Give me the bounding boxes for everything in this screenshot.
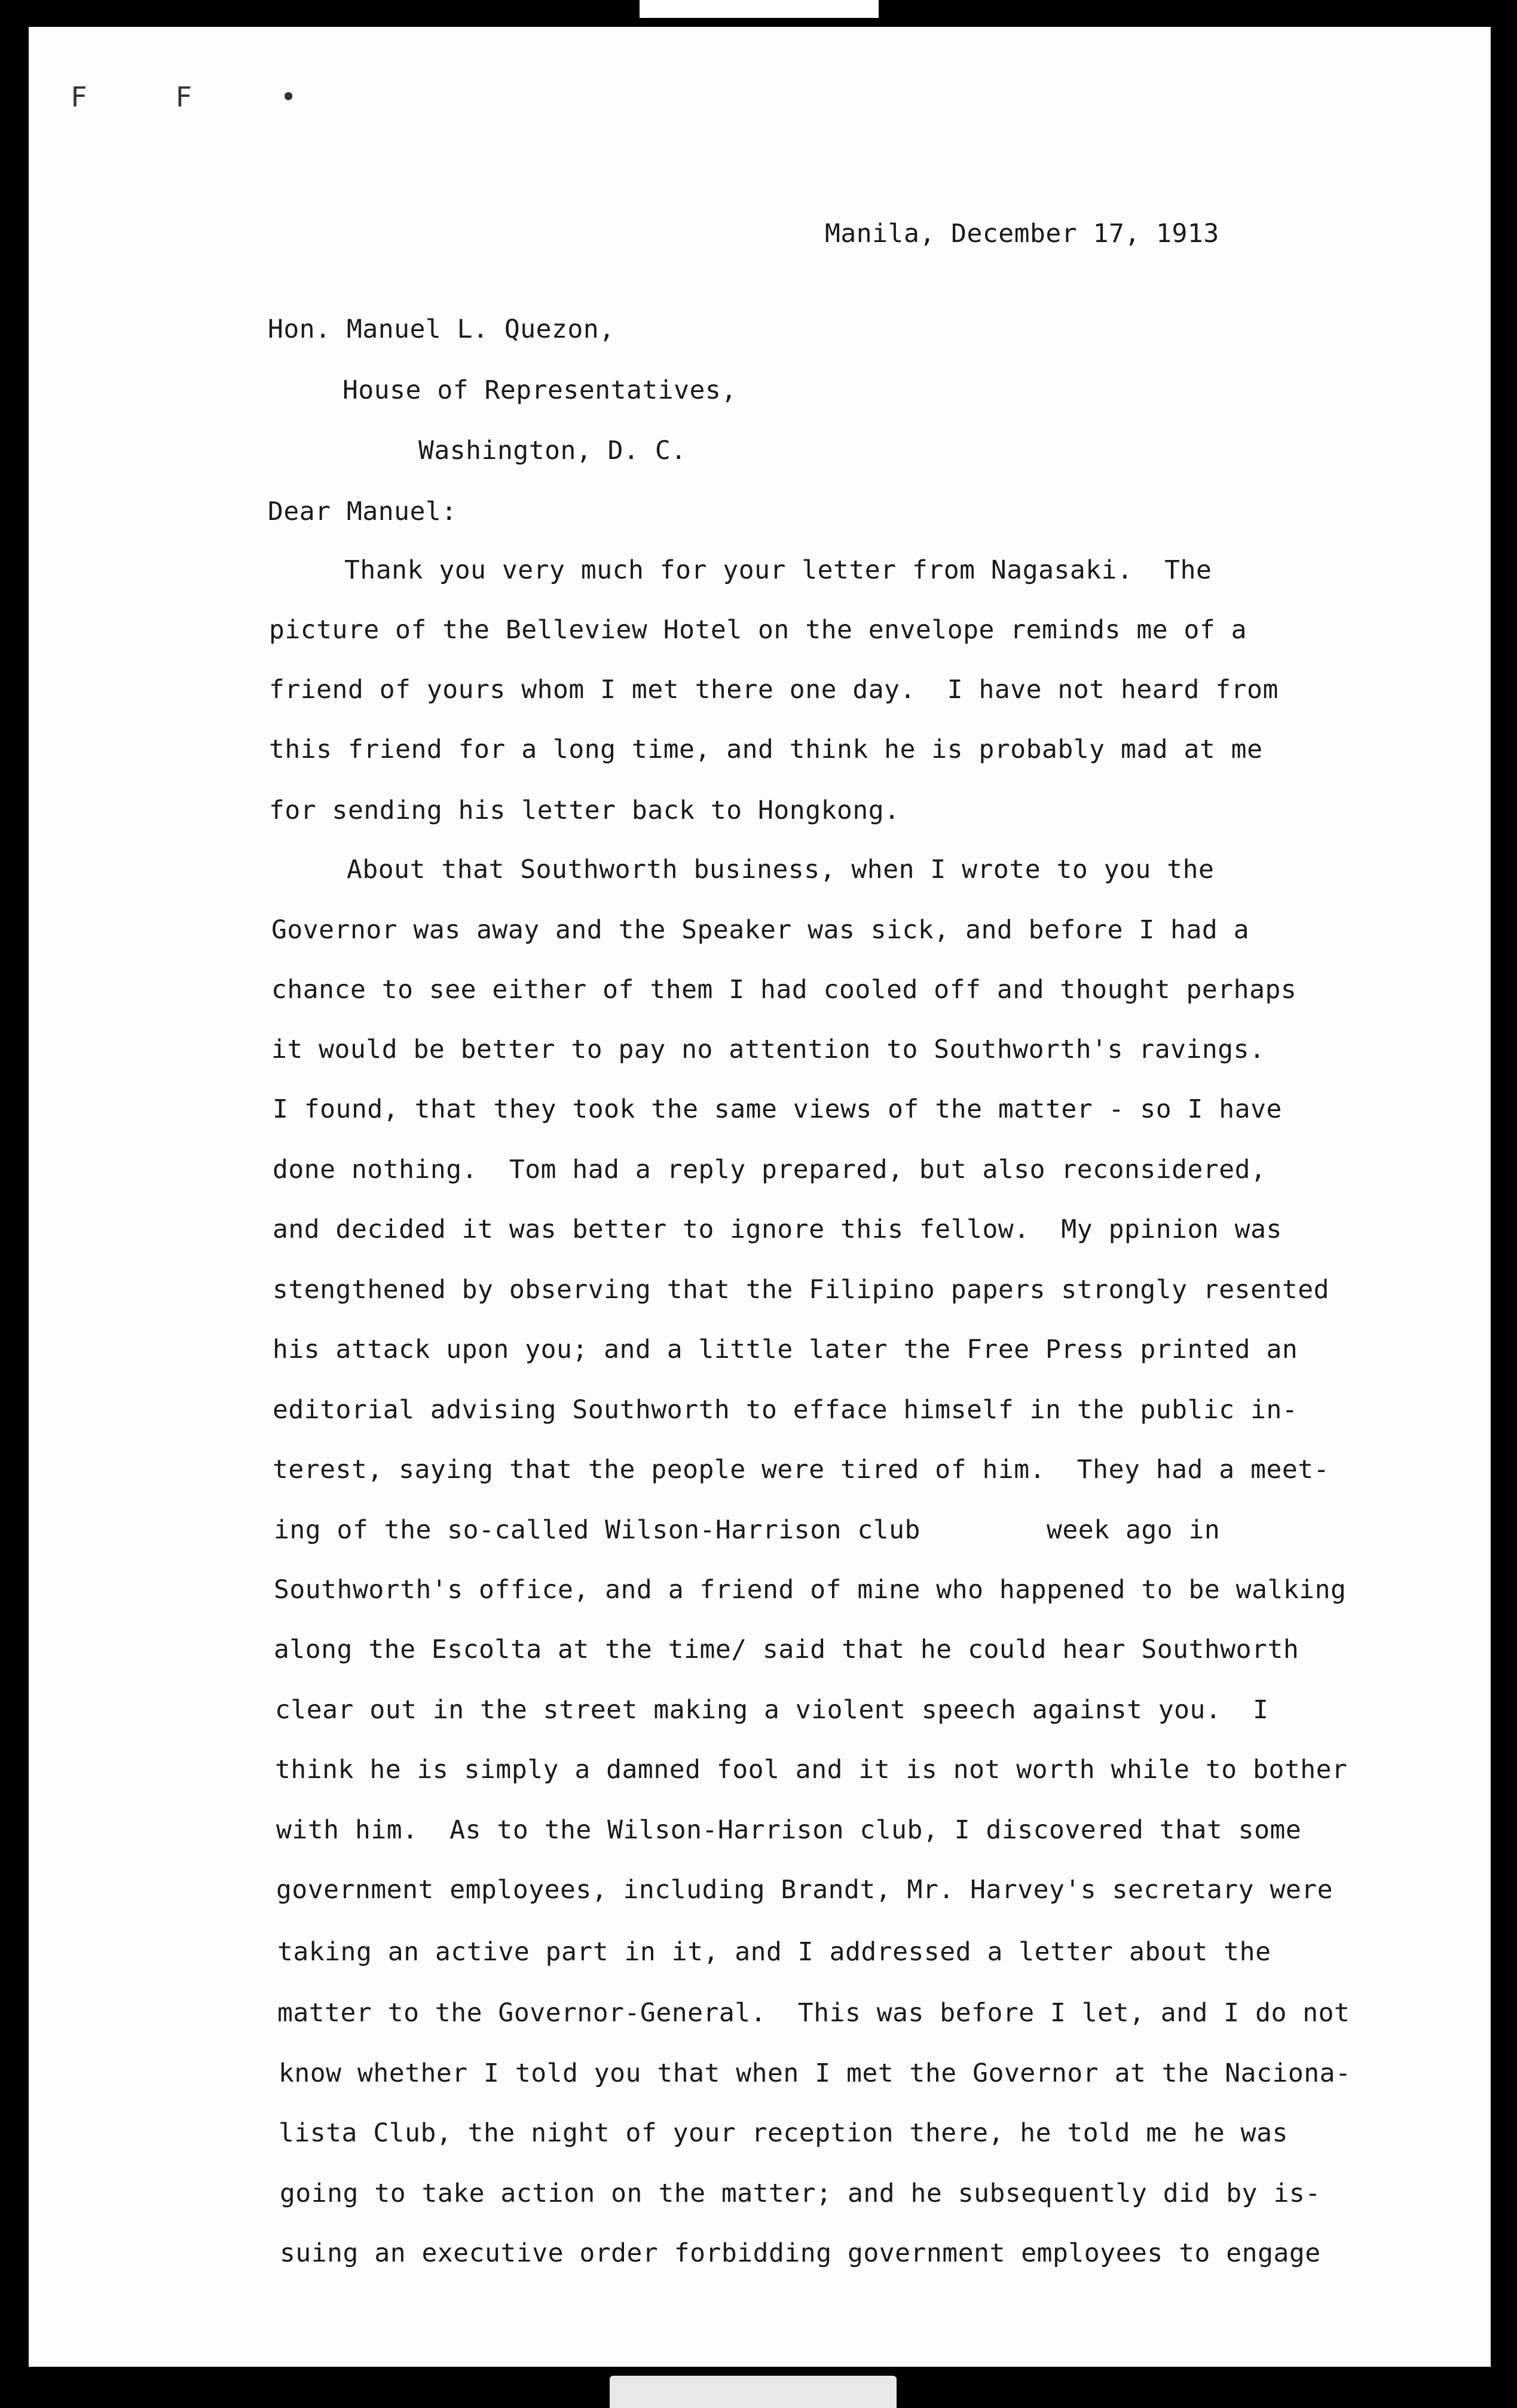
- body-line: and decided it was better to ignore this fellow. My ppinion was: [273, 1214, 1282, 1244]
- body-line: ing of the so-called Wilson-Harrison club week ago in: [274, 1515, 1221, 1545]
- body-line: stengthened by observing that the Filipino papers strongly resented: [273, 1275, 1330, 1305]
- body-line: Southworth's office, and a friend of mine who happened to be walking: [274, 1575, 1347, 1605]
- body-line: going to take action on the matter; and he subsequently did by is-: [280, 2178, 1321, 2208]
- body-line: I found, that they took the same views of the matter - so I have: [273, 1094, 1282, 1124]
- body-line: government employees, including Brandt, Mr. Harvey's secretary were: [276, 1875, 1334, 1905]
- letter-page: [29, 27, 1491, 2367]
- body-line: Governor was away and the Speaker was sick, and before I had a: [271, 915, 1250, 945]
- recipient-city: Washington, D. C.: [418, 436, 687, 466]
- dateline: Manila, December 17, 1913: [825, 219, 1219, 249]
- body-line: terest, saying that the people were tired of him. They had a meet-: [273, 1455, 1330, 1485]
- body-line: picture of the Belleview Hotel on the envelope reminds me of a: [269, 615, 1247, 645]
- body-line: this friend for a long time, and think he is probably mad at me: [269, 735, 1263, 764]
- body-line: know whether I told you that when I met the Governor at the Naciona-: [279, 2058, 1351, 2088]
- body-line: think he is simply a damned fool and it is not worth while to bother: [275, 1755, 1348, 1785]
- body-line: along the Escolta at the time/ said that he could hear Southworth: [274, 1635, 1299, 1665]
- recipient-name: Hon. Manuel L. Quezon,: [268, 314, 615, 344]
- salutation: Dear Manuel:: [268, 497, 457, 527]
- film-frame-top-tab: [640, 0, 879, 18]
- body-line: editorial advising Southworth to efface himself in the public in-: [273, 1395, 1298, 1425]
- corner-marks: F F •: [71, 81, 333, 113]
- body-line: Thank you very much for your letter from Nagasaki. The: [344, 555, 1212, 585]
- body-line: clear out in the street making a violent speech against you. I: [275, 1695, 1269, 1725]
- body-line: suing an executive order forbidding government employees to engage: [280, 2238, 1321, 2268]
- recipient-office: House of Representatives,: [342, 375, 737, 405]
- body-line: lista Club, the night of your reception there, he told me he was: [279, 2118, 1288, 2148]
- body-line: About that Southworth business, when I wrote to you the: [347, 855, 1215, 885]
- body-line: it would be better to pay no attention to Southworth's ravings.: [271, 1035, 1265, 1064]
- body-line: his attack upon you; and a little later the Free Press printed an: [273, 1335, 1298, 1364]
- body-line: friend of yours whom I met there one day. I have not heard from: [269, 675, 1279, 705]
- body-line: chance to see either of them I had cooled off and thought perhaps: [271, 975, 1297, 1005]
- body-line: with him. As to the Wilson-Harrison club, I discovered that some: [276, 1815, 1302, 1845]
- body-line: for sending his letter back to Hongkong.: [269, 795, 900, 825]
- body-line: taking an active part in it, and I addressed a letter about the: [277, 1937, 1271, 1967]
- body-line: done nothing. Tom had a reply prepared, but also reconsidered,: [273, 1155, 1267, 1185]
- film-frame-bottom-tab: [610, 2376, 897, 2408]
- body-line: matter to the Governor-General. This was before I let, and I do not: [277, 1998, 1350, 2028]
